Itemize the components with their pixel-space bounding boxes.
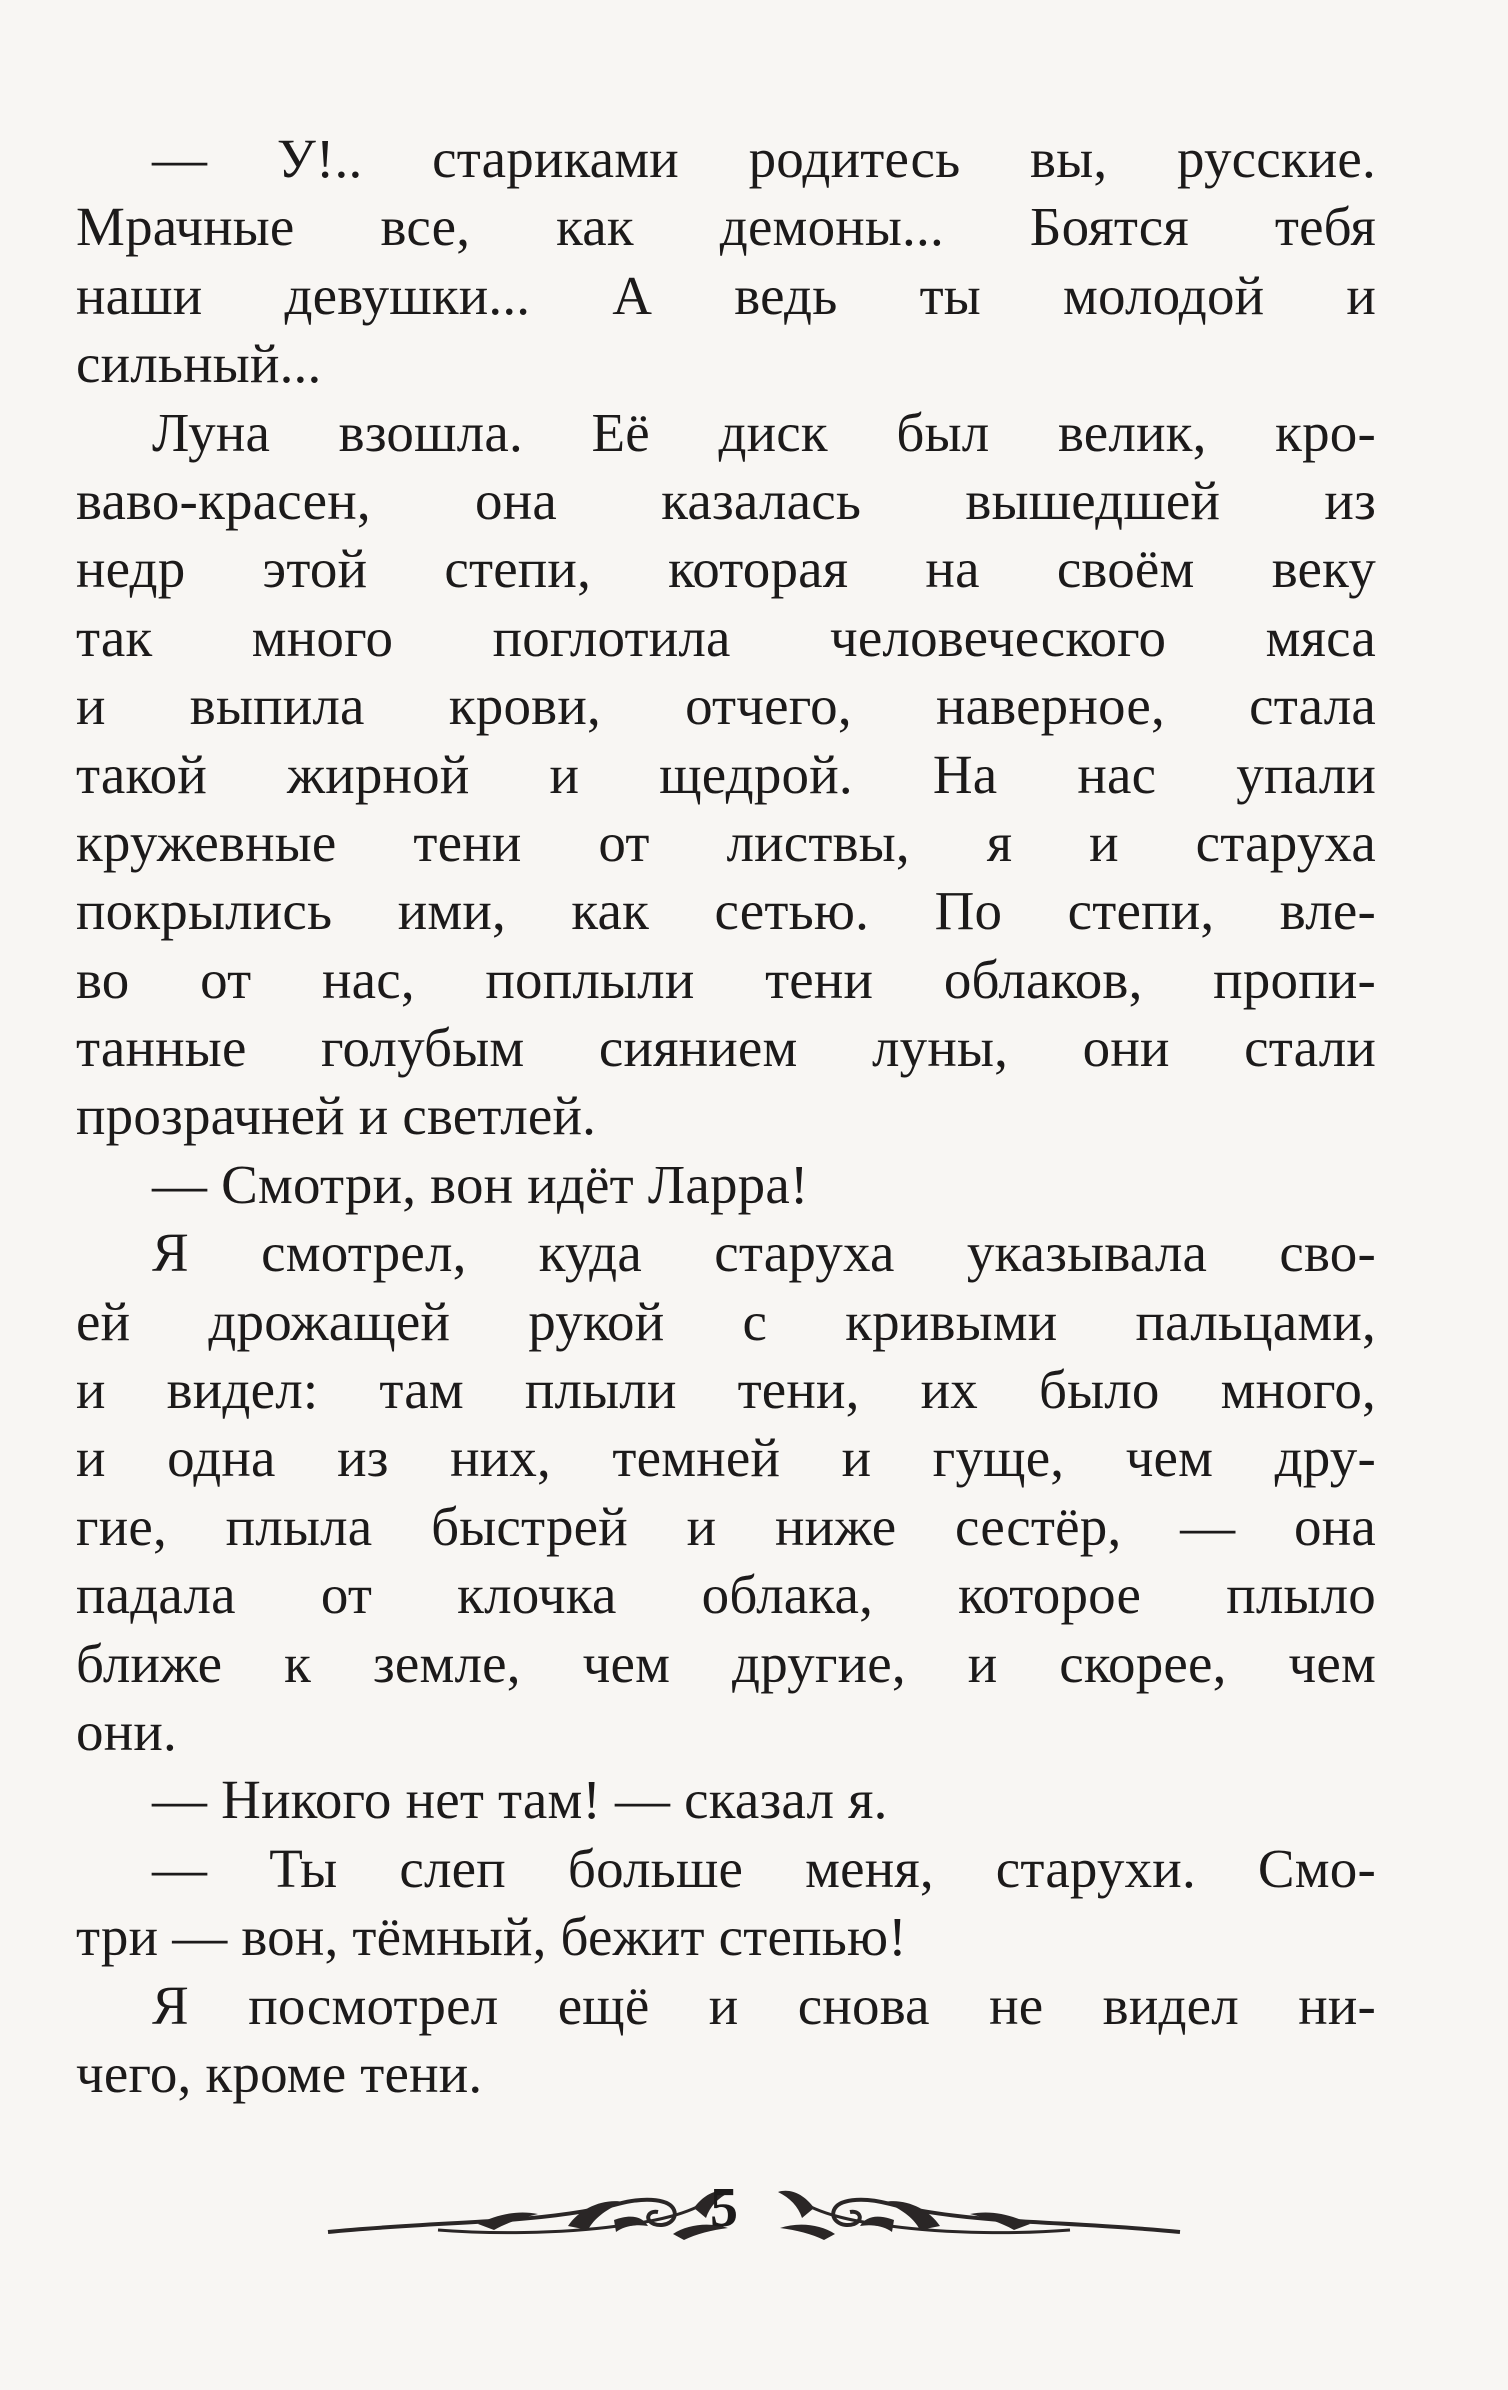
text-line: так много поглотила человеческого мяса (76, 606, 1376, 668)
page-body-text (76, 125, 1376, 2108)
text-line: прозрачней и светлей. (76, 1085, 597, 1147)
text-line: — Никого нет там! — сказал я. (152, 1769, 888, 1831)
text-line: недр этой степи, которая на своём веку (76, 538, 1376, 600)
text-line: падала от клочка облака, которое плыло (76, 1564, 1376, 1626)
text-line: Я посмотрел ещё и снова не видел ни- (152, 1974, 1376, 2036)
text-line: чего, кроме тени. (76, 2042, 483, 2104)
page-footer (0, 2168, 1508, 2258)
flourish-ornament-icon (318, 2174, 738, 2254)
text-line: — У!.. стариками родитесь вы, русские. (152, 128, 1376, 189)
flourish-ornament-icon (770, 2174, 1190, 2254)
text-line: ближе к земле, чем другие, и скорее, чем (76, 1632, 1376, 1694)
text-line: гие, плыла быстрей и ниже сестёр, — она (76, 1495, 1376, 1557)
text-line: Я смотрел, куда старуха указывала сво- (152, 1222, 1376, 1284)
page-number: 5 (710, 2177, 738, 2239)
text-line: — Смотри, вон идёт Ларра! (152, 1153, 809, 1215)
text-line: и одна из них, темней и гуще, чем дру- (76, 1427, 1376, 1489)
text-line: во от нас, поплыли тени облаков, пропи- (76, 948, 1376, 1010)
text-line: и видел: там плыли тени, их было много, (76, 1359, 1376, 1421)
text-line: Луна взошла. Её диск был велик, кро- (152, 401, 1376, 463)
text-line: они. (76, 1700, 177, 1762)
text-line: Мрачные все, как демоны... Боятся тебя (76, 196, 1376, 258)
text-line: наши девушки... А ведь ты молодой и (76, 264, 1376, 326)
text-line: кружевные тени от листвы, я и старуха (76, 811, 1376, 873)
text-line: три — вон, тёмный, бежит степью! (76, 1906, 907, 1968)
text-line: сильный... (76, 333, 322, 395)
text-line: ваво-красен, она казалась вышедшей из (76, 469, 1376, 531)
text-line: такой жирной и щедрой. На нас упали (76, 743, 1376, 805)
text-line: и выпила крови, отчего, наверное, стала (76, 675, 1376, 737)
text-line: танные голубым сиянием луны, они стали (76, 1017, 1376, 1079)
text-line: ей дрожащей рукой с кривыми пальцами, (76, 1290, 1376, 1352)
text-line: — Ты слеп больше меня, старухи. Смо- (152, 1837, 1376, 1899)
text-line: покрылись ими, как сетью. По степи, вле- (76, 880, 1376, 942)
